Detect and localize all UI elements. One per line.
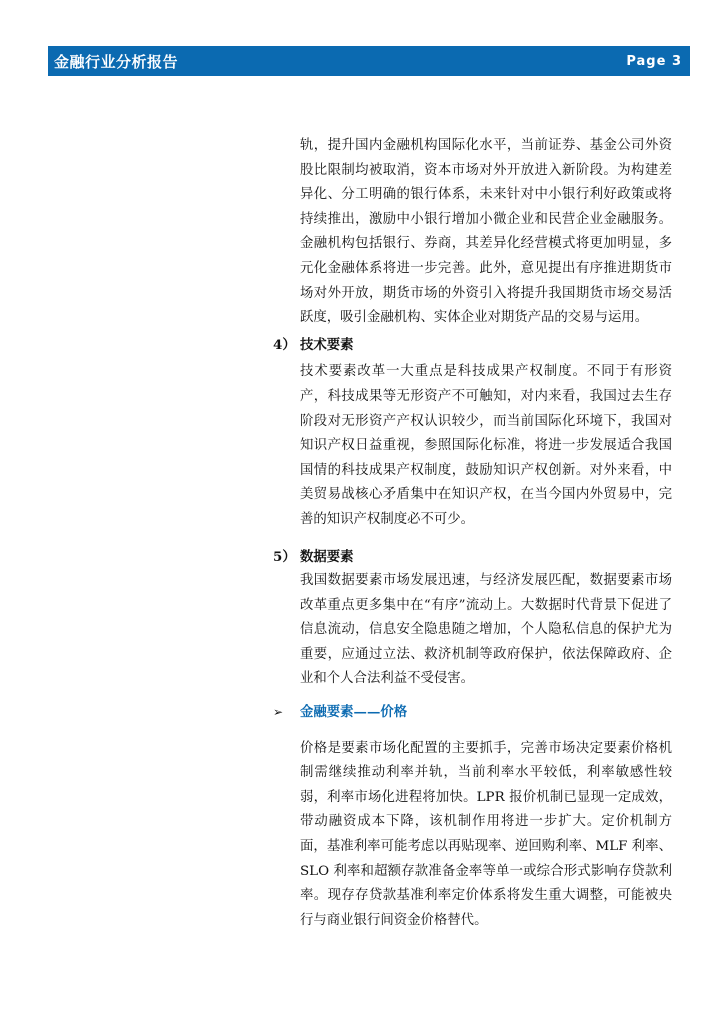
section-heading-data — [273, 545, 672, 570]
section-title: 金融要素——价格 — [300, 704, 408, 721]
section-heading-technology — [273, 333, 672, 358]
bullet-arrow-icon: ➢ — [273, 705, 284, 720]
section-title: 数据要素 — [300, 548, 354, 565]
page-number: Page 3 — [626, 53, 682, 69]
paragraph-data: 我国数据要素市场发展迅速，与经济发展匹配，数据要素市场改革重点更多集中在“有序”流动上。大数据时代背景下促进了信息流动，信息安全隐患随之增加，个人隐私信息的保护尤为重要，应通过立法、救济机制等政府保护，依法保障政府、企业和个人合法利益不受侵害。 — [300, 573, 672, 687]
section-number: 5） — [273, 548, 296, 565]
paragraph-technology: 技术要素改革一大重点是科技成果产权制度。不同于有形资产，科技成果等无形资产不可触知，对内来看，我国过去生存阶段对无形资产产权认识较少，而当前国际化环境下，我国对知识产权日益重视，参照国际化标准，将进一步发展适合我国国情的科技成果产权制度，鼓励知识产权创新。对外来看，中美贸易战核心矛盾集中在知识产权，在当今国内外贸易中，完善的知识产权制度必不可少。 — [300, 364, 672, 527]
main-content — [273, 134, 672, 933]
section-title: 技术要素 — [300, 336, 354, 353]
section-heading-finance — [273, 700, 672, 725]
paragraph-finance: 价格是要素市场化配置的主要抓手，完善市场决定要素价格机制需继续推动利率并轨，当前利率水平较低，利率敏感性较弱，利率市场化进程将加快。LPR 报价机制已显现一定成效，带动融资成本下降，该机制作用将进一步扩大。定价机制方面，基准利率可能考虑以再贴现率、逆回购利率、MLF 利率、SLO 利率和超额存款准备金率等单一或综合形式影响存贷款利率。现存存贷款基准利率定价体系将发生重大调整，可能被央行与商业银行间资金价格替代。 — [300, 740, 672, 928]
paragraph-opening: 轨，提升国内金融机构国际化水平，当前证券、基金公司外资股比限制均被取消，资本市场对外开放进入新阶段。为构建差异化、分工明确的银行体系，未来针对中小银行利好政策或将持续推出，激励中小银行增加小微企业和民营企业金融服务。金融机构包括银行、券商，其差异化经营模式将更加明显，多元化金融体系将进一步完善。此外，意见提出有序推进期货市场对外开放，期货市场的外资引入将提升我国期货市场交易活跃度，吸引金融机构、实体企业对期货产品的交易与运用。 — [300, 138, 672, 326]
page-header — [48, 46, 690, 76]
section-number: 4） — [273, 336, 296, 353]
report-title: 金融行业分析报告 — [54, 52, 179, 71]
